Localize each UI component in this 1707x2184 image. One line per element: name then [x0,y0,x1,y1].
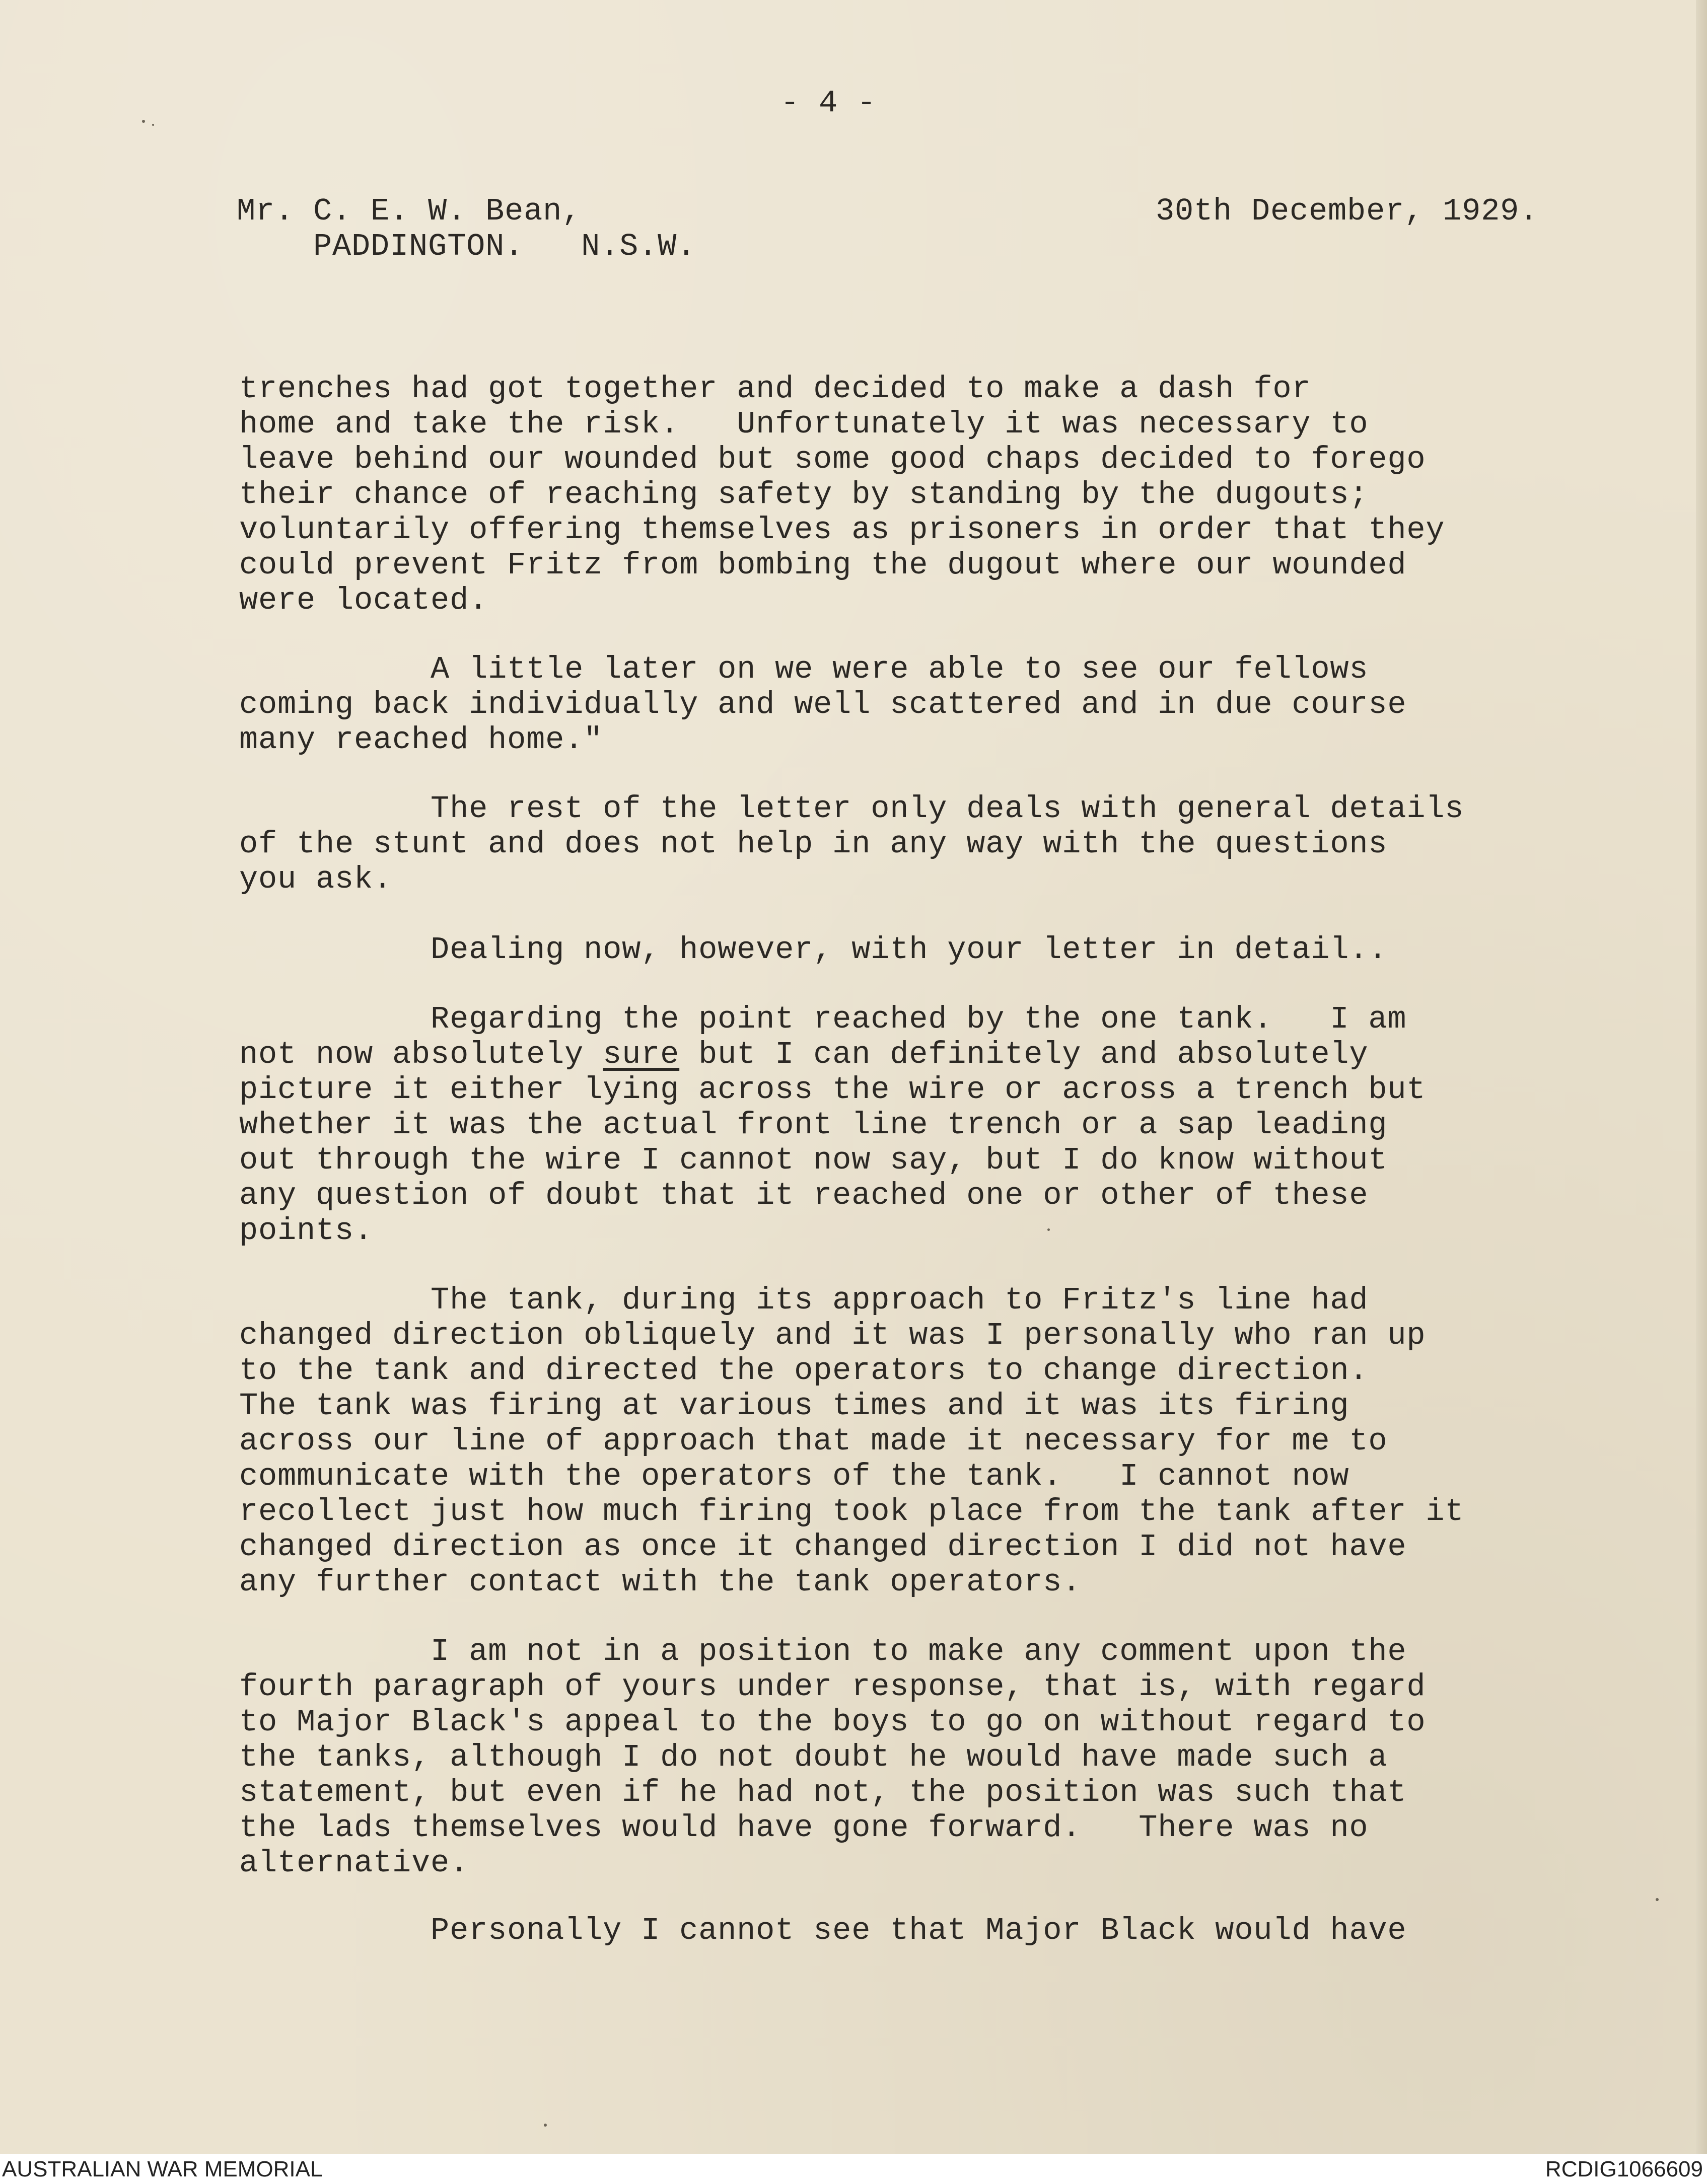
paragraph-5-end: but I can definitely and absolutely picture it either lying across the wire or across a trench but whether it was the actual front line trench or a sap leading out through the wire I cannot now say, but I do know without any question of doubt that it reached one or other of these points. [239,1037,1426,1249]
paragraph-5-start: Regarding the point reached by the one tank. I am not now absolutely [239,1001,1407,1072]
paper-speck [152,124,154,126]
recipient-address [237,194,696,264]
body-paragraph-3: The rest of the letter only deals with general details of the stunt and does not help in any way with the questions you ask. [239,791,1464,897]
body-paragraph-6: The tank, during its approach to Fritz's line had changed direction obliquely and it was I personally who ran up to the tank and directed the operators to change direction. The tank was firing at various times and it was its firing across our line of approach that made it necessary for me to communicate with the operators of the tank. I cannot now recollect just how much firing took place from the tank after it changed direction as once it changed direction I did not have any further contact with the tank operators. [239,1282,1464,1600]
body-paragraph-7: I am not in a position to make any comment upon the fourth paragraph of yours under response, that is, with regard to Major Black's appeal to the boys to go on without regard to the tanks, although I do not doubt he would have made such a statement, but even if he had not, the position was such that the lads themselves would have gone forward. There was no alternative. [239,1634,1426,1881]
body-paragraph-2: A little later on we were able to see our fellows coming back individually and well scattered and in due course many reached home." [239,651,1407,758]
body-paragraph-1: trenches had got together and decided to make a dash for home and take the risk. Unfortunately it was necessary to leave behind our wounded but some good chaps decided to forego their chance of reaching safety by standing by the dugouts; voluntarily offering themselves as prisoners in order that they could prevent Fritz from bombing the dugout where our wounded were located. [239,371,1445,618]
paper-speck [142,120,145,123]
archive-footer [0,2154,1707,2184]
page-number: - 4 - [780,85,877,121]
paper-speck [1656,1898,1659,1901]
letter-date: 30th December, 1929. [1156,193,1539,229]
body-paragraph-5 [239,1002,1426,1249]
archive-id: RCDIG1066609 [1545,2157,1703,2181]
paper-speck [544,2124,547,2127]
underlined-word-sure: sure [603,1037,680,1072]
recipient-name: Mr. C. E. W. Bean, [237,193,582,229]
body-paragraph-8: Personally I cannot see that Major Black would have [239,1913,1407,1948]
page-edge-shadow [1696,0,1707,2154]
archive-name: AUSTRALIAN WAR MEMORIAL [2,2157,323,2181]
body-paragraph-4: Dealing now, however, with your letter in detail.. [239,932,1388,968]
recipient-location: PADDINGTON. N.S.W. [237,229,696,264]
